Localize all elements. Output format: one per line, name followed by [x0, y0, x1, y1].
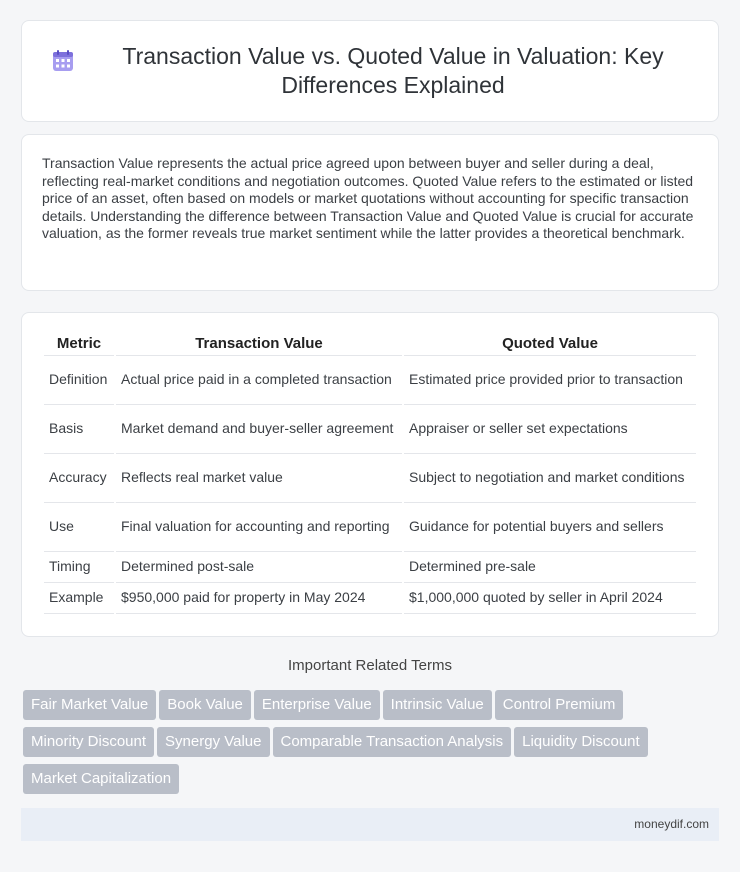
- row-metric: Basis: [44, 405, 114, 454]
- footer-site[interactable]: moneydif.com: [634, 817, 709, 831]
- tag-book-value[interactable]: Book Value: [159, 690, 251, 720]
- row-transaction-value: Market demand and buyer-seller agreement: [116, 405, 402, 454]
- header-metric: Metric: [44, 331, 114, 356]
- tag-synergy-value[interactable]: Synergy Value: [157, 727, 269, 757]
- row-transaction-value: $950,000 paid for property in May 2024: [116, 583, 402, 614]
- table-row: [44, 583, 696, 614]
- table-row: [44, 454, 696, 503]
- title-wrap: [50, 42, 690, 100]
- tag-comparable-transaction-analysis[interactable]: Comparable Transaction Analysis: [273, 727, 512, 757]
- row-metric: Timing: [44, 552, 114, 583]
- row-quoted-value: Estimated price provided prior to transaction: [404, 356, 696, 405]
- row-metric: Use: [44, 503, 114, 552]
- tag-liquidity-discount[interactable]: Liquidity Discount: [514, 727, 648, 757]
- row-metric: Accuracy: [44, 454, 114, 503]
- row-transaction-value: Actual price paid in a completed transaction: [116, 356, 402, 405]
- row-quoted-value: $1,000,000 quoted by seller in April 2024: [404, 583, 696, 614]
- related-terms-title: Important Related Terms: [288, 657, 452, 674]
- intro-paragraph: Transaction Value represents the actual price agreed upon between buyer and seller during a deal, reflecting real-market conditions and negotiation outcomes. Quoted Value refers to the estimated or listed price of an asset, often based on models or market quotations without accounting for specific transaction details. Understanding the difference between Transaction Value and Quoted Value is crucial for accurate valuation, as the former reveals true market sentiment while the latter provides a theoretical benchmark.: [42, 155, 694, 242]
- footer: [21, 808, 719, 841]
- related-terms-tags: [23, 690, 723, 801]
- tag-minority-discount[interactable]: Minority Discount: [23, 727, 154, 757]
- row-quoted-value: Appraiser or seller set expectations: [404, 405, 696, 454]
- tag-enterprise-value[interactable]: Enterprise Value: [254, 690, 380, 720]
- page-title: Transaction Value vs. Quoted Value in Valuation: Key Differences Explained: [122, 43, 664, 98]
- tag-fair-market-value[interactable]: Fair Market Value: [23, 690, 156, 720]
- comparison-table: [42, 331, 698, 614]
- row-transaction-value: Reflects real market value: [116, 454, 402, 503]
- intro-card: [21, 134, 719, 291]
- header-quoted-value: Quoted Value: [404, 331, 696, 356]
- tag-intrinsic-value[interactable]: Intrinsic Value: [383, 690, 492, 720]
- row-quoted-value: Guidance for potential buyers and sellers: [404, 503, 696, 552]
- row-quoted-value: Determined pre-sale: [404, 552, 696, 583]
- row-metric: Definition: [44, 356, 114, 405]
- row-transaction-value: Determined post-sale: [116, 552, 402, 583]
- row-quoted-value: Subject to negotiation and market conditions: [404, 454, 696, 503]
- row-metric: Example: [44, 583, 114, 614]
- tag-market-capitalization[interactable]: Market Capitalization: [23, 764, 179, 794]
- table-row: [44, 503, 696, 552]
- table-row: [44, 405, 696, 454]
- calendar-grid-icon: [50, 48, 76, 74]
- comparison-table-card: [21, 312, 719, 637]
- table-row: [44, 552, 696, 583]
- tag-control-premium[interactable]: Control Premium: [495, 690, 624, 720]
- table-header-row: [44, 331, 696, 356]
- row-transaction-value: Final valuation for accounting and reporting: [116, 503, 402, 552]
- table-row: [44, 356, 696, 405]
- header-transaction-value: Transaction Value: [116, 331, 402, 356]
- title-card: [21, 20, 719, 122]
